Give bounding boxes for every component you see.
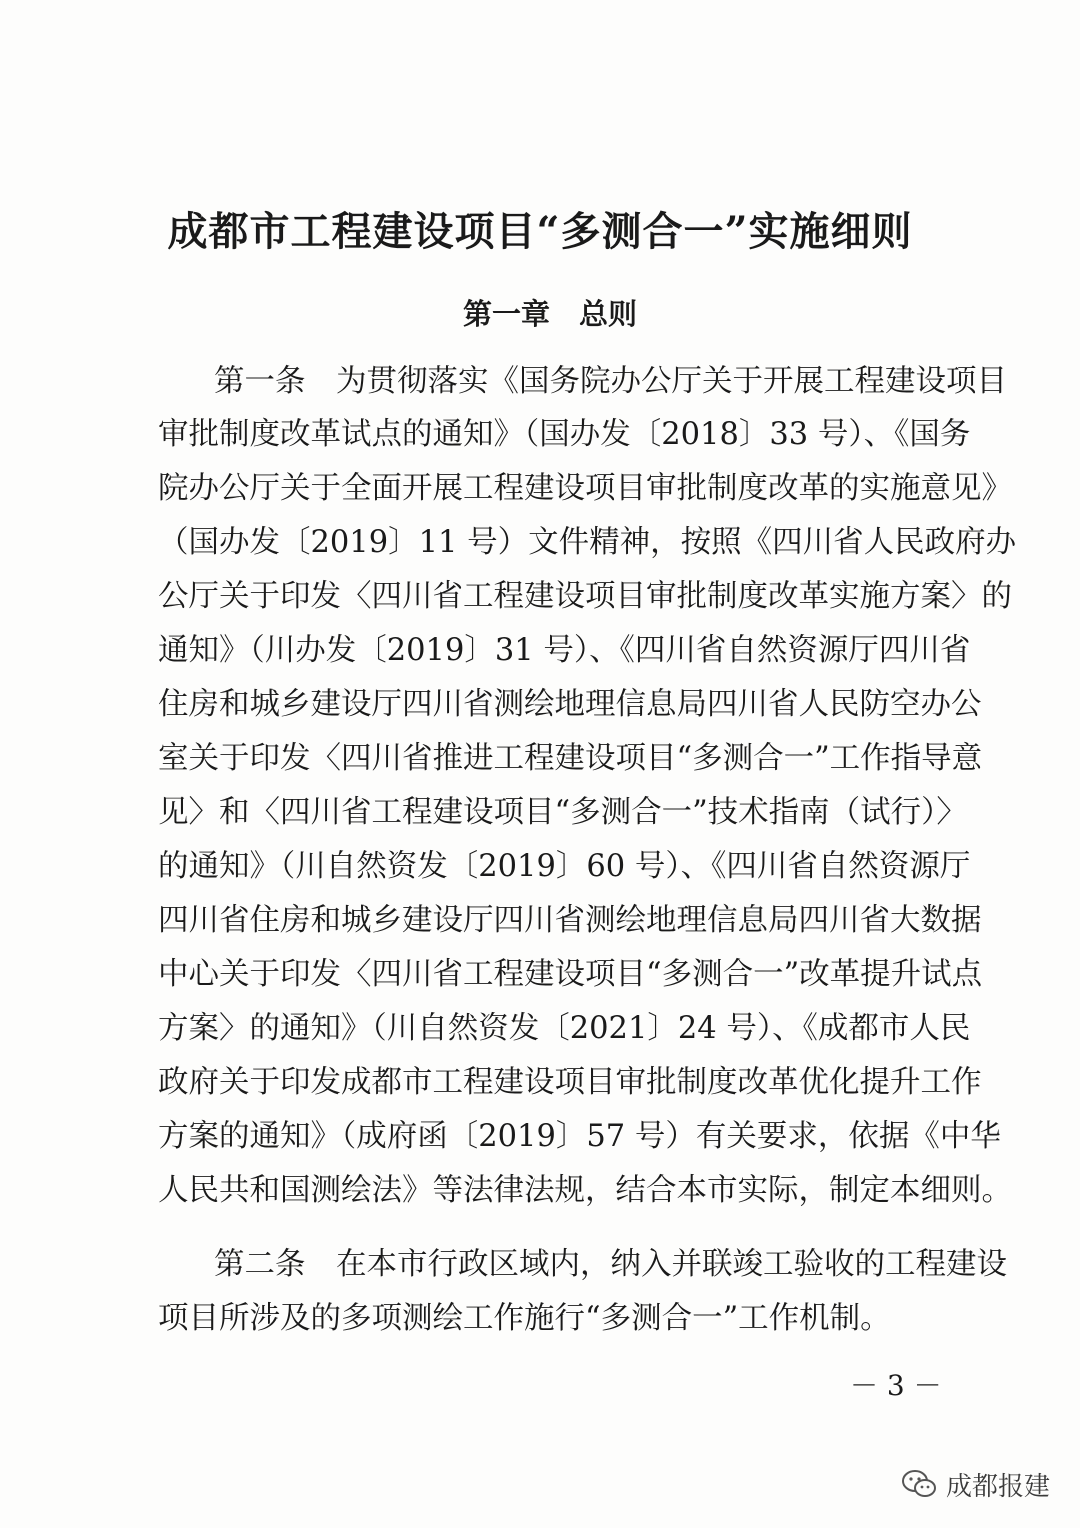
article-1-line: 政府关于印发成都市工程建设项目审批制度改革优化提升工作	[158, 1065, 982, 1100]
article-1-line: 审批制度改革试点的通知》（国办发〔2018〕33 号）、《国务	[158, 417, 971, 452]
article-1-line: 公厅关于印发〈四川省工程建设项目审批制度改革实施方案〉的	[158, 579, 1012, 614]
article-1-line: 第一条 为贯彻落实《国务院办公厅关于开展工程建设项目	[214, 364, 1007, 399]
article-1-line: 四川省住房和城乡建设厅四川省测绘地理信息局四川省大数据	[158, 903, 982, 938]
article-1-line: 方案〉的通知》（川自然资发〔2021〕24 号）、《成都市人民	[158, 1011, 971, 1046]
article-1-line: （国办发〔2019〕11 号）文件精神，按照《四川省人民政府办	[158, 525, 1017, 560]
article-1-line: 室关于印发〈四川省推进工程建设项目“多测合一”工作指导意	[158, 741, 983, 776]
article-2-line: 第二条 在本市行政区域内，纳入并联竣工验收的工程建设	[214, 1247, 1007, 1282]
article-1-line: 方案的通知》（成府函〔2019〕57 号）有关要求，依据《中华	[158, 1119, 1001, 1154]
article-1-line: 人民共和国测绘法》等法律法规，结合本市实际，制定本细则。	[158, 1173, 1012, 1208]
article-2-line: 项目所涉及的多项测绘工作施行“多测合一”工作机制。	[158, 1301, 891, 1336]
watermark-text: 成都报建	[946, 1471, 1051, 1502]
wechat-watermark	[900, 1466, 1050, 1502]
article-1-line: 中心关于印发〈四川省工程建设项目“多测合一”改革提升试点	[158, 957, 983, 992]
article-1-line: 院办公厅关于全面开展工程建设项目审批制度改革的实施意见》	[158, 471, 1012, 506]
article-1-line: 住房和城乡建设厅四川省测绘地理信息局四川省人民防空办公	[158, 687, 982, 722]
document-title: 成都市工程建设项目“多测合一”实施细则	[167, 208, 913, 255]
article-1-line: 见〉和〈四川省工程建设项目“多测合一”技术指南（试行）〉	[158, 795, 967, 830]
wechat-icon	[900, 1468, 938, 1500]
page-number: － 3 －	[850, 1369, 942, 1402]
article-1-line: 的通知》（川自然资发〔2019〕60 号）、《四川省自然资源厅	[158, 849, 971, 884]
article-1-line: 通知》（川办发〔2019〕31 号）、《四川省自然资源厅四川省	[158, 633, 971, 668]
chapter-heading: 第一章 总则	[462, 297, 637, 331]
